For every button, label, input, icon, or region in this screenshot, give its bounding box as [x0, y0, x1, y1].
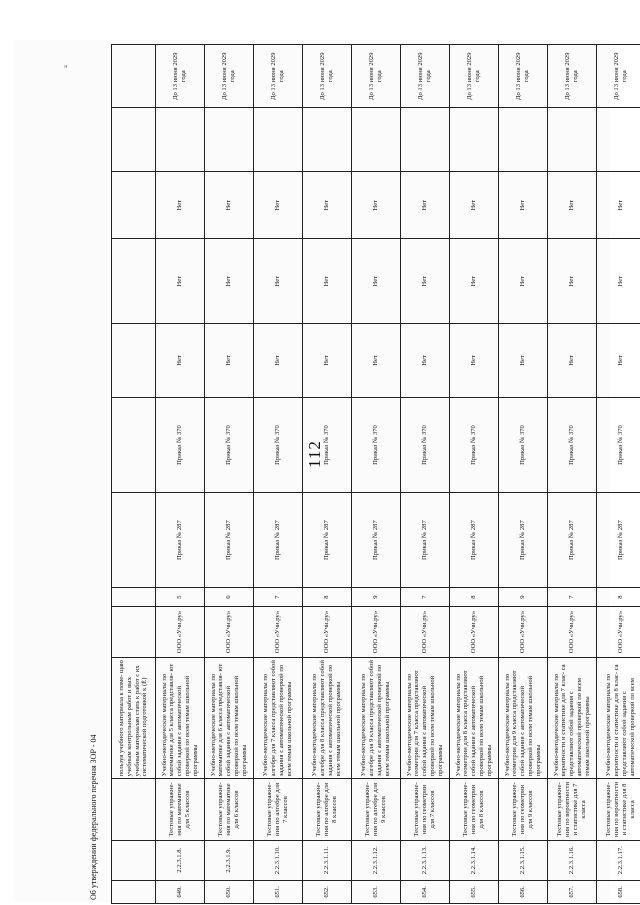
row-number: 653. [352, 880, 401, 903]
register-table [111, 44, 640, 904]
row-order-287: Приказ № 287 [401, 493, 450, 588]
row-deadline: До 13 июня 2029 года [548, 45, 597, 109]
row-flag-a: Нет [401, 324, 450, 398]
row-flag-c: Нет [303, 171, 352, 239]
row-deadline: До 13 июня 2029 года [205, 45, 254, 109]
row-flag-b: Нет [499, 239, 548, 324]
row-name: Тестовые упражне- ния по геометрии для 7 классов [401, 779, 450, 840]
row-number: 655. [450, 880, 499, 903]
row-order-287: Приказ № 287 [450, 493, 499, 588]
row-order-287: Приказ № 287 [548, 493, 597, 588]
row-grade: 7 [254, 588, 303, 607]
page-number: 112 [305, 440, 324, 468]
row-description: Учебно-методические материалы по математике для 6 класса представля- ют собой задания с автоматической проверкой по всем темам школьной программы [205, 657, 254, 779]
table-row [401, 45, 450, 904]
register-table-rotated [111, 44, 636, 904]
row-order-287: Приказ № 287 [205, 493, 254, 588]
row-flag-a: Нет [352, 324, 401, 398]
row-order-370: Приказ № 370 [548, 397, 597, 492]
row-empty [352, 108, 401, 171]
row-flag-c: Нет [156, 171, 205, 239]
row-flag-b: Нет [156, 239, 205, 324]
row-grade: 8 [450, 588, 499, 607]
row-flag-a: Нет [499, 324, 548, 398]
row-grade: 7 [401, 588, 450, 607]
row-number: 658. [597, 880, 640, 903]
continuation-text: пользуя учебного материала к поме- щаю учебным контрольным работ и вых учебным материалам стать к работ с их систематической подготовкой к [117, 660, 149, 777]
row-order-287: Приказ № 287 [303, 493, 352, 588]
row-flag-a: Нет [303, 324, 352, 398]
row-code: 2.2.3.1.9. [205, 840, 254, 880]
row-empty [499, 108, 548, 171]
table-row [450, 45, 499, 904]
row-publisher: ООО «Учи.ру» [254, 607, 303, 658]
row-flag-c: Нет [499, 171, 548, 239]
row-deadline: До 13 июня 2029 года [303, 45, 352, 109]
row-empty [156, 108, 205, 171]
row-flag-b: Нет [548, 239, 597, 324]
row-empty [548, 108, 597, 171]
row-order-287: Приказ № 287 [352, 493, 401, 588]
row-flag-a: Нет [205, 324, 254, 398]
row-description: Учебно-методические материалы по математике для 5 класса представля- ют собой задания с автоматической проверкой по всем темам школьной программы [156, 657, 205, 779]
row-code: 2.2.3.1.16. [548, 840, 597, 880]
row-number: 656. [499, 880, 548, 903]
row-flag-b: Нет [401, 239, 450, 324]
row-flag-c: Нет [205, 171, 254, 239]
row-flag-c: Нет [548, 171, 597, 239]
table-row [303, 45, 352, 904]
table-row [352, 45, 401, 904]
row-empty [254, 108, 303, 171]
row-publisher: ООО «Учи.ру» [205, 607, 254, 658]
row-grade: 9 [352, 588, 401, 607]
row-number: 649. [156, 880, 205, 903]
row-publisher: ООО «Учи.ру» [401, 607, 450, 658]
row-flag-b: Нет [254, 239, 303, 324]
row-publisher: ООО «Учи.ру» [548, 607, 597, 658]
row-flag-a: Нет [450, 324, 499, 398]
row-code: 2.2.3.1.10. [254, 840, 303, 880]
row-name: Тестовые упражне- ния по математике для 5 классов [156, 779, 205, 840]
row-order-287: Приказ № 287 [156, 493, 205, 588]
row-code: 2.2.3.1.11. [303, 840, 352, 880]
row-code: 2.2.3.1.15. [499, 840, 548, 880]
row-order-370: Приказ № 370 [156, 397, 205, 492]
row-order-370: Приказ № 370 [597, 397, 640, 492]
row-flag-b: Нет [450, 239, 499, 324]
row-name: Тестовые упражне- ния по алгебре для 7 классов [254, 779, 303, 840]
row-deadline: До 13 июня 2029 года [156, 45, 205, 109]
row-name: Тестовые упражне- ния по алгебре для 8 классов [303, 779, 352, 840]
row-description: Учебно-методические материалы по алгебре для 8 класса представляют собой задания с автоматической проверкой по всем темам школьной программы [303, 657, 352, 779]
row-publisher: ООО «Учи.ру» [303, 607, 352, 658]
table-row [205, 45, 254, 904]
row-number: 651. [254, 880, 303, 903]
row-name: Тестовые упражне- ния по вероятности и статистике для 7 класса [548, 779, 597, 840]
continuation-description [112, 657, 156, 779]
row-grade: 9 [499, 588, 548, 607]
row-flag-c: Нет [254, 171, 303, 239]
row-code: 2.2.3.1.13. [401, 840, 450, 880]
row-publisher: ООО «Учи.ру» [597, 607, 640, 658]
row-order-370: Приказ № 370 [254, 397, 303, 492]
row-empty [450, 108, 499, 171]
row-description: Учебно-методические материалы по вероятности и статистике для 8 клас- са представляют собой задания с автоматической проверкой по всем [597, 657, 640, 779]
row-order-370: Приказ № 370 [352, 397, 401, 492]
row-flag-b: Нет [205, 239, 254, 324]
row-flag-a: Нет [156, 324, 205, 398]
row-number: 652. [303, 880, 352, 903]
row-flag-c: Нет [352, 171, 401, 239]
row-order-287: Приказ № 287 [254, 493, 303, 588]
row-flag-b: Нет [597, 239, 640, 324]
row-empty [597, 108, 640, 171]
row-name: Тестовые упражне- ния по вероятности и статистике для 8 класса [597, 779, 640, 840]
row-code: 2.2.3.1.14. [450, 840, 499, 880]
row-flag-a: Нет [254, 324, 303, 398]
footer-note: Об утверждении федерального перечня ЗОР - 04 [89, 734, 98, 900]
row-description: Учебно-методические материалы по геометрии для 8 класса представляют собой задания с автоматической проверкой по всем темам школьной программы [450, 657, 499, 779]
row-code: 2.2.3.1.8. [156, 840, 205, 880]
table-row [156, 45, 205, 904]
row-empty [303, 108, 352, 171]
row-publisher: ООО «Учи.ру» [352, 607, 401, 658]
row-order-370: Приказ № 370 [499, 397, 548, 492]
row-number: 654. [401, 880, 450, 903]
continuation-ref: (Ё) [141, 677, 149, 687]
row-flag-a: Нет [597, 324, 640, 398]
row-deadline: До 13 июня 2029 года [450, 45, 499, 109]
row-empty [205, 108, 254, 171]
row-description: Учебно-методические материалы по вероятности и статистике для 7 клас- са представляют собой задания с автоматической проверкой по всем темам школьной программы [548, 657, 597, 779]
row-description: Учебно-методические материалы по алгебре для 9 класса представляют собой задания с автоматической проверкой по всем темам школьной программы [352, 657, 401, 779]
row-order-287: Приказ № 287 [499, 493, 548, 588]
row-deadline: До 13 июня 2029 года [597, 45, 640, 109]
row-deadline: До 13 июня 2029 года [254, 45, 303, 109]
row-description: Учебно-методические материалы по геометрии для 7 класса представляют собой задания с автоматической проверкой по всем темам школьной программы [401, 657, 450, 779]
row-order-370: Приказ № 370 [401, 397, 450, 492]
row-flag-c: Нет [597, 171, 640, 239]
row-order-370: Приказ № 370 [205, 397, 254, 492]
row-deadline: До 13 июня 2029 года [401, 45, 450, 109]
scan-mark: " [64, 64, 68, 74]
row-grade: 5 [156, 588, 205, 607]
row-flag-b: Нет [352, 239, 401, 324]
row-deadline: До 13 июня 2029 года [352, 45, 401, 109]
row-name: Тестовые упражне- ния по геометрии для 9 классов [499, 779, 548, 840]
row-number: 650. [205, 880, 254, 903]
row-description: Учебно-методические материалы по алгебре для 7 класса представляют собой задания с автоматической проверкой по всем темам школьной программы [254, 657, 303, 779]
row-number: 657. [548, 880, 597, 903]
row-publisher: ООО «Учи.ру» [450, 607, 499, 658]
row-name: Тестовые упражне- ния по геометрии для 8 классов [450, 779, 499, 840]
row-grade: 8 [303, 588, 352, 607]
row-flag-a: Нет [548, 324, 597, 398]
row-grade: 8 [597, 588, 640, 607]
row-flag-c: Нет [401, 171, 450, 239]
row-empty [401, 108, 450, 171]
row-grade: 7 [548, 588, 597, 607]
table-row [597, 45, 640, 904]
row-flag-c: Нет [450, 171, 499, 239]
row-publisher: ООО «Учи.ру» [156, 607, 205, 658]
table-row [254, 45, 303, 904]
continuation-row [112, 45, 156, 904]
row-order-287: Приказ № 287 [597, 493, 640, 588]
table-row [548, 45, 597, 904]
row-grade: 6 [205, 588, 254, 607]
table-row [499, 45, 548, 904]
row-name: Тестовые упражне- ния по алгебре для 9 классов [352, 779, 401, 840]
row-flag-b: Нет [303, 239, 352, 324]
row-publisher: ООО «Учи.ру» [499, 607, 548, 658]
row-description: Учебно-методические материалы по геометрии для 9 класса представляют собой задания с автоматической проверкой по всем темам школьной программы [499, 657, 548, 779]
row-order-370: Приказ № 370 [303, 397, 352, 492]
row-code: 2.2.3.1.17. [597, 840, 640, 880]
row-deadline: До 13 июня 2029 года [499, 45, 548, 109]
row-name: Тестовые упражне- ния по математике для 6 классов [205, 779, 254, 840]
table-body [112, 45, 640, 904]
row-order-370: Приказ № 370 [450, 397, 499, 492]
row-code: 2.2.3.1.12. [352, 840, 401, 880]
